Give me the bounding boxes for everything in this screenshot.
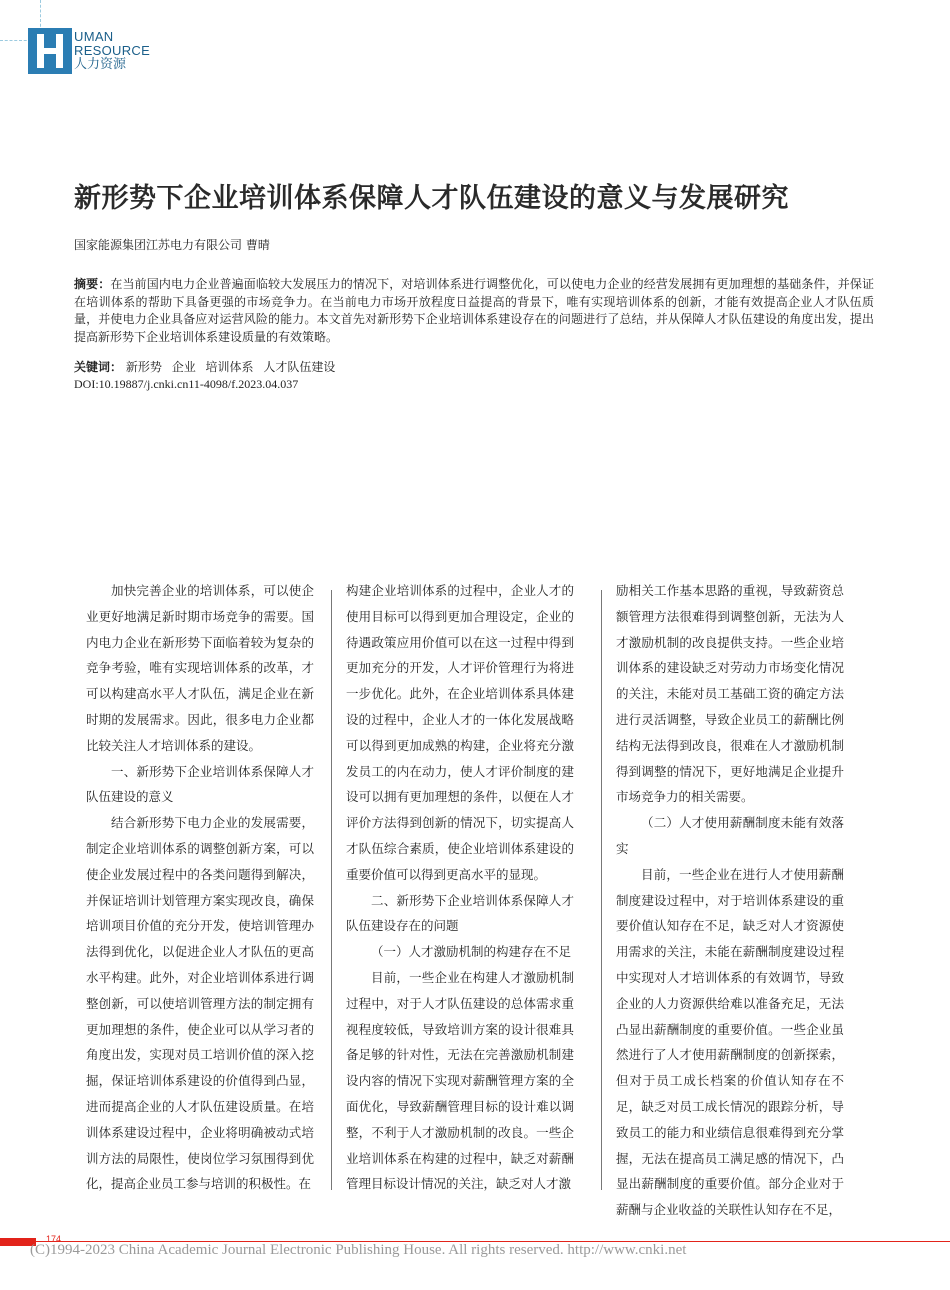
subsection-heading: （一）人才激励机制的构建存在不足: [371, 944, 572, 960]
article-author: 国家能源集团江苏电力有限公司 曹晴: [74, 238, 270, 252]
logo-text-resource: RESOURCE: [74, 43, 151, 58]
logo-text-uman: UMAN: [74, 29, 114, 44]
column-divider: [601, 590, 602, 1190]
keyword: 新形势: [125, 360, 162, 374]
section-heading: 二、新形势下企业培训体系保障人才队伍建设存在的问题: [346, 892, 574, 934]
paragraph: 励相关工作基本思路的重视，导致薪资总额管理方法很难得到调整创新，无法为人才激励机制的改良提供支持。一些企业培训体系的建设缺乏对劳动力市场变化情况的关注，未能对员工基础工资的确定方法进行灵活调整，导致企业员工的薪酬比例结构无法得到改良，很难在人才激励机制得到调整的情况下，更好地满足企业提升市场竞争力的相关需要。: [616, 583, 844, 805]
abstract-label: 摘要：: [74, 277, 111, 291]
article-title: 新形势下企业培训体系保障人才队伍建设的意义与发展研究: [74, 183, 789, 214]
section-heading: 一、新形势下企业培训体系保障人才队伍建设的意义: [86, 763, 314, 805]
paragraph: 目前，一些企业在构建人才激励机制过程中，对于人才队伍建设的总体需求重视程度较低，导致培训方案的设计很难具备足够的针对性，无法在完善激励机制建设内容的情况下实现对薪酬管理方案的全面优化，导致薪酬管理目标的设计难以调整，不利于人才激励机制的改良。一些企业培训体系在构建的过程中，缺乏对薪酬管理目标设计情况的关注，缺乏对人才激: [346, 969, 574, 1192]
body-column-2: [346, 578, 574, 1197]
keywords: [74, 358, 874, 375]
doi: DOI:10.19887/j.cnki.cn11-4098/f.2023.04.037: [74, 377, 299, 391]
abstract: [74, 276, 874, 346]
body-column-3: [616, 578, 844, 1223]
paragraph: 目前，一些企业在进行人才使用薪酬制度建设过程中，对于培训体系建设的重要价值认知存在不足，缺乏对人才资源使用需求的关注，未能在薪酬制度建设过程中实现对人才培训体系的有效调节，导致企业的人力资源供给难以准备充足，无法凸显出薪酬制度的重要价值。一些企业虽然进行了人才使用薪酬制度的创新探索，但对于员工成长档案的价值认知存在不足，缺乏对员工成长情况的跟踪分析，导致员工的能力和业绩信息很难得到充分掌握，无法在提高员工满足感的情况下，凸显出薪酬制度的重要价值。部分企业对于薪酬与企业收益的关联性认知存在不足，: [616, 866, 844, 1218]
keywords-label: 关键词：: [74, 360, 123, 374]
copyright-watermark: (C)1994-2023 China Academic Journal Electronic Publishing House. All rights reserved. http://www.cnki.net: [30, 1242, 687, 1258]
keyword: 人才队伍建设: [263, 360, 336, 374]
logo-text-chinese: 人力资源: [74, 57, 127, 72]
subsection-heading: （二）人才使用薪酬制度未能有效落实: [616, 815, 844, 856]
column-divider: [331, 590, 332, 1190]
keyword: 企业: [171, 360, 196, 374]
paragraph: 结合新形势下电力企业的发展需要，制定企业培训体系的调整创新方案，可以使企业发展过程中的各类问题得到解决，并保证培训计划管理方案实现改良，确保培训项目价值的充分开发，使培训管理办法得到优化，以促进企业人才队伍的更高水平构建。此外，对企业培训体系进行调整创新，可以使培训管理方法的制定拥有更加理想的条件，使企业可以从学习者的角度出发，实现对员工培训价值的深入挖掘，保证培训体系建设的价值得到凸显，进而提高企业的人才队伍建设质量。在培训体系建设过程中，企业将明确被动式培训方法的局限性，使岗位学习氛围得到优化，提高企业员工参与培训的积极性。在: [86, 815, 314, 1192]
body-column-1: [86, 578, 314, 1197]
paragraph: 加快完善企业的培训体系，可以使企业更好地满足新时期市场竞争的需要。国内电力企业在新形势下面临着较为复杂的竞争考验，唯有实现培训体系的改革，才可以构建高水平人才队伍，满足企业在新时期的发展需求。因此，很多电力企业都比较关注人才培训体系的建设。: [86, 583, 314, 753]
journal-logo: [28, 28, 188, 78]
abstract-text: 在当前国内电力企业普遍面临较大发展压力的情况下，对培训体系进行调整优化，可以使电力企业的经营发展拥有更加理想的基础条件，并保证在培训体系的帮助下具备更强的市场竞争力。在当前电力市场开放程度日益提高的背景下，唯有实现培训体系的创新，才能有效提高企业人才队伍质量，并使电力企业具备应对运营风险的能力。本文首先对新形势下企业培训体系建设存在的问题进行了总结，并从保障人才队伍建设的角度出发，提出提高新形势下企业培训体系建设质量的有效策略。: [74, 277, 874, 344]
human-resource-logo-icon: [28, 28, 72, 74]
keyword: 培训体系: [205, 360, 254, 374]
page-number: 174: [46, 1234, 62, 1244]
paragraph: 构建企业培训体系的过程中，企业人才的使用目标可以得到更加合理设定，企业的待遇政策应用价值可以在这一过程中得到更加充分的开发，人才评价管理行为将进一步优化。此外，在企业培训体系具体建设的过程中，企业人才的一体化发展战略可以得到更加成熟的构建，企业将充分激发员工的内在动力，使人才评价制度的建设可以拥有更加理想的条件，以便在人才评价方法得到创新的情况下，切实提高人才队伍综合素质，使企业培训体系建设的重要价值可以得到更高水平的显现。: [346, 583, 574, 882]
